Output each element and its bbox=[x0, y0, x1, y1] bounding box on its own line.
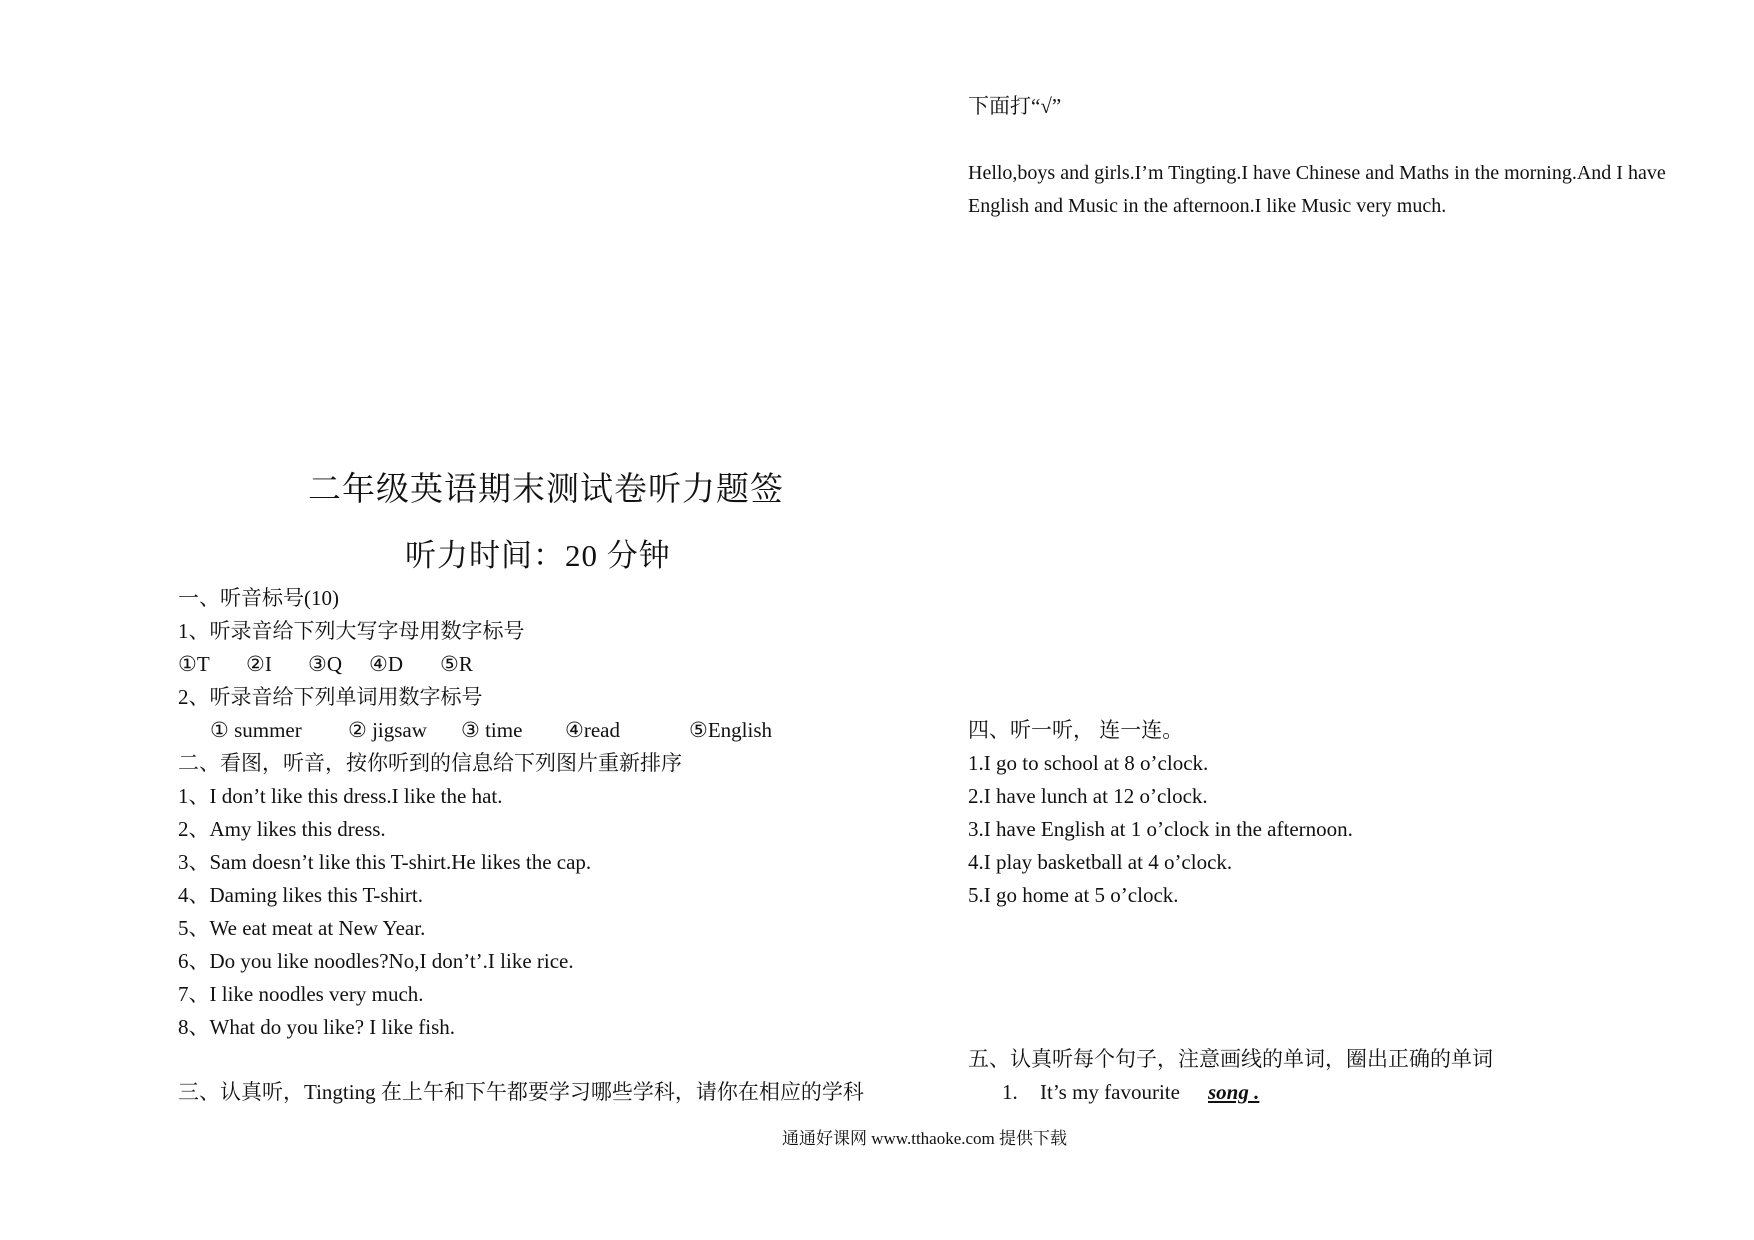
word-option: ② jigsaw bbox=[348, 718, 427, 742]
list-item: 6、Do you like noodles?No,I don’t’.I like rice. bbox=[178, 949, 574, 973]
list-item: 7、I like noodles very much. bbox=[178, 982, 424, 1006]
underlined-word: song . bbox=[1208, 1080, 1260, 1104]
listening-passage: Hello,boys and girls.I’m Tingting.I have Chinese and Maths in the morning.And I have English and Music in the afternoon.I like Music very much. bbox=[968, 162, 1666, 217]
section3-heading: 三、认真听，Tingting 在上午和下午都要学习哪些学科，请你在相应的学科 bbox=[178, 1080, 864, 1104]
letter-option: ②I bbox=[246, 652, 272, 676]
list-item: 3、Sam doesn’t like this T-shirt.He likes the cap. bbox=[178, 850, 592, 874]
word-option: ⑤English bbox=[689, 718, 772, 742]
list-item: 4.I play basketball at 4 o’clock. bbox=[968, 850, 1233, 874]
section5-item-text: It’s my favourite bbox=[1040, 1080, 1180, 1104]
list-item: 4、Daming likes this T-shirt. bbox=[178, 883, 424, 907]
footer-source: 通通好课网 www.tthaoke.com 提供下载 bbox=[782, 1129, 1068, 1148]
section1-q2-label: 2、听录音给下列单词用数字标号 bbox=[178, 685, 483, 709]
section5-heading: 五、认真听每个句子，注意画线的单词，圈出正确的单词 bbox=[968, 1047, 1493, 1071]
section2-heading: 二、看图，听音，按你听到的信息给下列图片重新排序 bbox=[178, 751, 682, 775]
section1-heading: 一、听音标号(10) bbox=[178, 586, 339, 610]
section4-heading: 四、听一听， 连一连。 bbox=[968, 718, 1184, 742]
section1-q1-label: 1、听录音给下列大写字母用数字标号 bbox=[178, 619, 525, 643]
list-item: 3.I have English at 1 o’clock in the afternoon. bbox=[968, 817, 1353, 841]
list-item: 8、What do you like? I like fish. bbox=[178, 1015, 456, 1039]
letter-option: ③Q bbox=[308, 652, 342, 676]
letter-option: ④D bbox=[369, 652, 403, 676]
list-item: 5.I go home at 5 o’clock. bbox=[968, 883, 1179, 907]
letter-option: ①T bbox=[178, 652, 210, 676]
instruction-continuation: 下面打“√” bbox=[968, 94, 1062, 118]
page-subtitle: 听力时间：20 分钟 bbox=[405, 538, 671, 573]
page-title: 二年级英语期末测试卷听力题签 bbox=[308, 472, 784, 508]
list-item: 1.I go to school at 8 o’clock. bbox=[968, 751, 1209, 775]
word-option: ④read bbox=[565, 718, 620, 742]
list-item: 5、We eat meat at New Year. bbox=[178, 916, 426, 940]
list-item: 2、Amy likes this dress. bbox=[178, 817, 386, 841]
letter-option: ⑤R bbox=[440, 652, 473, 676]
section5-item-number: 1. bbox=[1002, 1080, 1018, 1104]
list-item: 2.I have lunch at 12 o’clock. bbox=[968, 784, 1208, 808]
word-option: ③ time bbox=[461, 718, 523, 742]
word-option: ① summer bbox=[210, 718, 302, 742]
list-item: 1、I don’t like this dress.I like the hat. bbox=[178, 784, 503, 808]
